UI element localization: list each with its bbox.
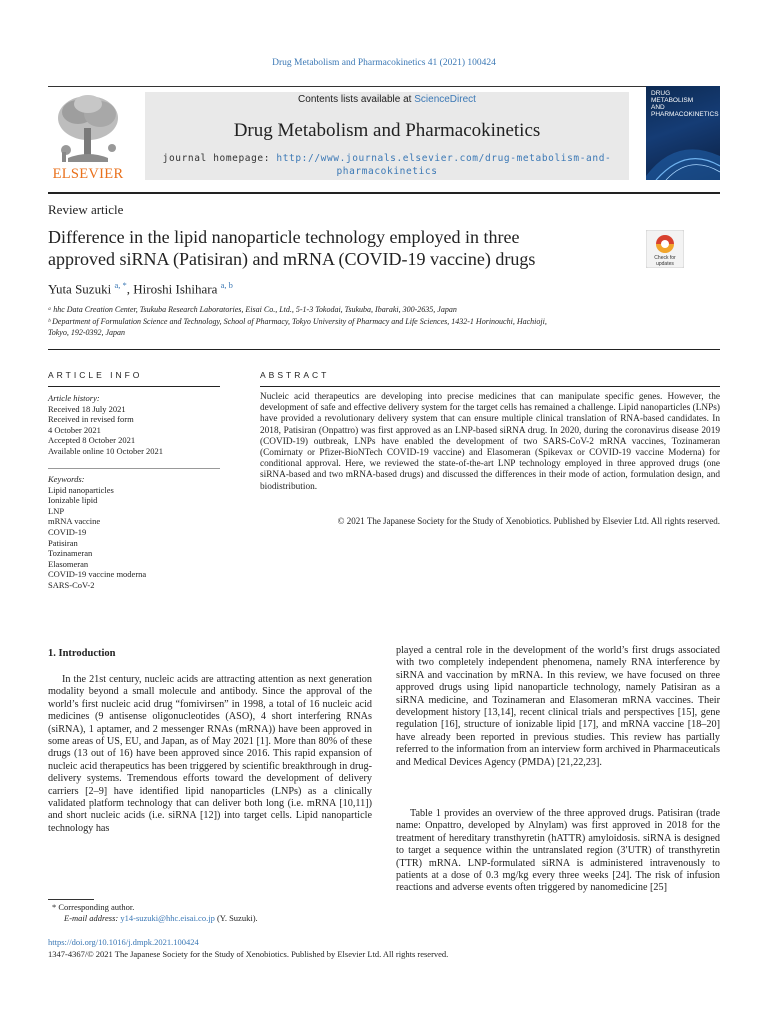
email-suffix: (Y. Suzuki). bbox=[216, 913, 258, 923]
article-title bbox=[48, 226, 608, 270]
check-label-1: Check for bbox=[654, 255, 676, 261]
email-footnote bbox=[64, 913, 258, 923]
author-2: Hiroshi Ishihara bbox=[133, 281, 218, 297]
article-info-heading: ARTICLE INFO bbox=[48, 370, 143, 380]
history-item: Accepted 8 October 2021 bbox=[48, 435, 136, 446]
header-top-rule bbox=[48, 86, 720, 87]
journal-cover[interactable] bbox=[646, 86, 720, 180]
keywords-label: Keywords: bbox=[48, 474, 85, 484]
keyword: COVID-19 bbox=[48, 526, 87, 537]
author-2-affiliation[interactable]: a, b bbox=[220, 280, 233, 290]
cover-artwork bbox=[646, 126, 720, 180]
cover-title: DRUG METABOLISM AND PHARMACOKINETICS bbox=[651, 90, 719, 118]
keyword: Lipid nanoparticles bbox=[48, 484, 114, 495]
email-link[interactable]: y14-suzuki@hhc.eisai.co.jp bbox=[120, 913, 215, 923]
history-label: Article history: bbox=[48, 393, 100, 403]
journal-title: Drug Metabolism and Pharmacokinetics bbox=[233, 120, 541, 141]
keyword: Tozinameran bbox=[48, 548, 93, 559]
author-1-affiliation[interactable]: a, * bbox=[114, 280, 127, 290]
author-1: Yuta Suzuki bbox=[48, 281, 112, 297]
keywords-rule bbox=[48, 468, 220, 469]
keywords bbox=[48, 474, 220, 591]
email-label: E-mail address: bbox=[64, 913, 119, 923]
header-bottom-rule bbox=[48, 192, 720, 194]
homepage-label: journal homepage: bbox=[162, 153, 271, 164]
article-info-rule bbox=[48, 386, 220, 387]
abstract-text: Nucleic acid therapeutics are developing into precise medicines that can manipulate specific genes. However, the development of safe and effective delivery system for the target cells has remained a challenge. Lipid nanoparticles (LNPs) have provided a revolutionary delivery system that can ensure multiple clinical translation of RNA-based candidates. In 2018, Patisiran (Onpattro) was first approved as an LNP-based siRNA drug. In 2020, during the coronavirus disease 2019 (COVID-19) outbreak, LNPs have enabled the development of two SARS-CoV-2 mRNA vaccines, Tozinameran (Comirnaty or Pfizer-BioNTech COVID-19 vaccine) and Elasomeran (Spikevax or COVID-19 vaccine Moderna) for conditional approval. Here, we reviewed the state-of-the-art LNP technology employed in three approved drugs (one siRNA-based and two mRNA-based drugs) and discussed the differences in their mode of action, formulation design, and biodistribution. bbox=[260, 392, 720, 492]
intro-left-column: In the 21st century, nucleic acids are attracting attention as next generation modality beyond a small molecule and antibody. Since the approval of the world’s first nucleic acid drug “fomivirsen” in 1998, a total of 16 nucleic acid medicines (9 antisense oligonucleotides (ASO), 4 short interfering RNAs (siRNA), 1 aptamer, and 2 messenger RNAs (mRNA)) have been approved in some areas of US, EU, and Japan, as of May 2021 [1]. More than 80% of these drugs (13 out of 16) have been approved since 2016. This rapid expansion of nucleic acid therapeutics has been triggered by scientific breakthrough in drug-delivery systems. Tremendous efforts toward the development of delivery carriers [2–9] have identified lipid nanoparticles (LNPs) as a clinically validated platform technology that can deliver both long (i.e. mRNA [10,11]) and short nucleic acids (i.e. siRNA [12]) into target cells. Lipid nanoparticle technology has bbox=[48, 674, 372, 834]
footnote-rule bbox=[48, 899, 94, 900]
issn-copyright: 1347-4367/© 2021 The Japanese Society for the Study of Xenobiotics. Published by Elsevier Ltd. All rights reserved. bbox=[48, 949, 449, 959]
affiliation-a: ᵃ hhc Data Creation Center, Tsukuba Research Laboratories, Eisai Co., Ltd., 5-1-3 Tokodai, Tsukuba, Ibaraki, 300-2635, Japan bbox=[48, 305, 457, 314]
homepage-url-line1[interactable]: http://www.journals.elsevier.com/drug-metabolism-and- bbox=[276, 153, 612, 164]
sciencedirect-link[interactable]: ScienceDirect bbox=[414, 94, 476, 105]
journal-citation[interactable]: Drug Metabolism and Pharmacokinetics 41 (2021) 100424 bbox=[272, 58, 496, 68]
title-line-2: approved siRNA (Patisiran) and mRNA (COVID-19 vaccine) drugs bbox=[48, 249, 536, 269]
contents-available bbox=[145, 94, 629, 105]
journal-homepage bbox=[150, 152, 624, 178]
keyword: Patisiran bbox=[48, 537, 78, 548]
history-item: 4 October 2021 bbox=[48, 424, 101, 435]
abstract-heading: ABSTRACT bbox=[260, 370, 330, 380]
history-item: Received in revised form bbox=[48, 414, 134, 425]
affiliation-b: ᵇ Department of Formulation Science and Technology, School of Pharmacy, Tokyo University of Pharmacy and Life Sciences, 1432-1 Horinouchi, Hachioji, Tokyo, 192-0392, Japan bbox=[48, 317, 547, 337]
corresponding-author: * Corresponding author. bbox=[52, 902, 135, 912]
abstract-rule bbox=[260, 386, 720, 387]
intro-right-paragraph-2: Table 1 provides an overview of the three approved drugs. Patisiran (trade name: Onpattro, developed by Alnylam) was first approved in 2018 for the treatment of hereditary transthyretin (hATTR) amyloidosis. siRNA is designed to target a sequence within the untranslated region (3′UTR) of transthyretin (TTR) mRNA. LNP-formulated siRNA is administered intravenously to patients at a dose of 0.3 mg/kg every three weeks [24]. The risk of infusion reactions and adverse events often triggered by nanomedicine [25] bbox=[396, 808, 720, 894]
keyword: mRNA vaccine bbox=[48, 516, 101, 527]
author-separator: , bbox=[126, 281, 134, 297]
keyword: COVID-19 vaccine moderna bbox=[48, 569, 147, 580]
history-item: Received 18 July 2021 bbox=[48, 403, 126, 414]
keyword: Ionizable lipid bbox=[48, 495, 98, 506]
article-type: Review article bbox=[48, 202, 124, 217]
keyword: SARS-CoV-2 bbox=[48, 579, 95, 590]
affiliations-rule bbox=[48, 349, 720, 350]
article-history bbox=[48, 393, 220, 457]
elsevier-wordmark: ELSEVIER bbox=[52, 166, 124, 182]
authors bbox=[48, 280, 233, 297]
homepage-url-line2[interactable]: pharmacokinetics bbox=[336, 166, 438, 177]
keyword: Elasomeran bbox=[48, 558, 89, 569]
title-line-1: Difference in the lipid nanoparticle technology employed in three bbox=[48, 227, 520, 247]
history-item: Available online 10 October 2021 bbox=[48, 445, 164, 456]
introduction-heading: 1. Introduction bbox=[48, 648, 116, 659]
check-for-updates-button[interactable] bbox=[646, 230, 684, 268]
check-label-2: updates bbox=[656, 261, 674, 267]
contents-prefix: Contents lists available at bbox=[298, 94, 412, 105]
abstract-copyright: © 2021 The Japanese Society for the Study of Xenobiotics. Published by Elsevier Ltd. All rights reserved. bbox=[337, 516, 720, 526]
intro-right-paragraph-1: played a central role in the development of the world’s first drugs associated with two completely independent phenomena, namely RNA interference by siRNA and vaccination by mRNA. In this review, we have focused on three approved drugs using lipid nanoparticle technology, namely Patisiran as a siRNA medicine, and Tozinameran and Elasomeran mRNA vaccines. Their development history [13,14], recent clinical trials and perspectives [15], gene regulation [16], structure of ionizable lipid [17], and mRNA vaccine [18–20] have already been reported in previous studies. This review has partially referred to the information from an interview form archived in Pharmaceuticals and Medical Devices Agency (PMDA) [21,22,23]. bbox=[396, 645, 720, 768]
keyword: LNP bbox=[48, 505, 65, 516]
doi-link[interactable]: https://doi.org/10.1016/j.dmpk.2021.100424 bbox=[48, 937, 199, 947]
